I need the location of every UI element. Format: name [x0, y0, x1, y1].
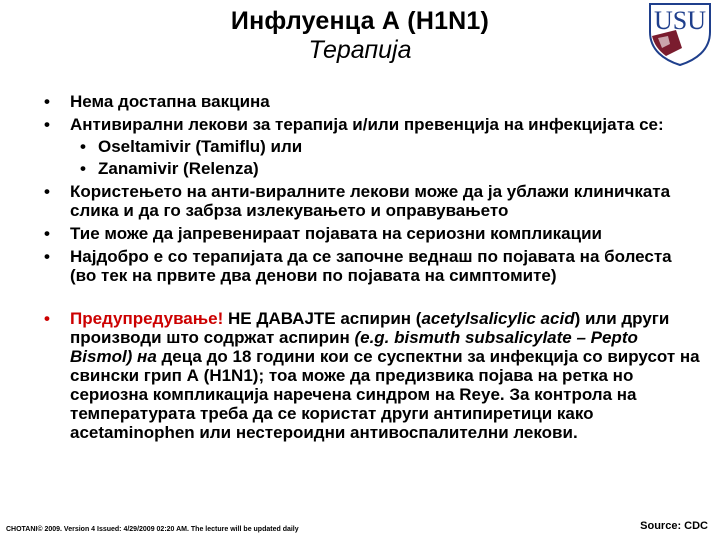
warning-text: деца до 18 години кои се суспектни за инфекција со вирусот на свински грип А (H1N1); тоа може да предизвика појава на ретка но сериозна компликација наречена синдром на Reye. За контрола на температурата треба да се користат други антипиретици како acetaminophen или нестероидни антивоспалителни лекови.: [70, 347, 700, 442]
bullet-item: • Тие може да јапревенираат појавата на сериозни компликации: [40, 224, 700, 243]
bullet-list: [40, 92, 700, 442]
bullet-text: Антивирални лекови за терапија и/или превенција на инфекцијата се:: [70, 115, 664, 134]
sub-bullet-item: • Oseltamivir (Tamiflu) или: [78, 137, 700, 156]
warning-text: НЕ ДАВАЈТЕ аспирин (: [223, 309, 422, 328]
footer-copyright: CHOTANI© 2009. Version 4 Issued: 4/29/2009 02:20 AM. The lecture will be updated daily: [6, 526, 299, 533]
logo-letters: USU: [653, 6, 707, 35]
shield-logo-icon: [646, 2, 714, 66]
sub-bullet-item: • Zanamivir (Relenza): [78, 159, 700, 178]
slide-subtitle: Терапија: [308, 36, 412, 64]
sub-bullet-list: [70, 137, 700, 178]
slide-title: Инфлуенца А (H1N1): [230, 7, 490, 35]
warning-acid: acetylsalicylic acid: [421, 309, 575, 328]
bullet-item: • Користењето на анти-виралните лекови може да ја ублажи клиничката слика и да го забрза излекувањето и оправувањето: [40, 182, 700, 220]
bullet-item: • Нема достапна вакцина: [40, 92, 700, 111]
warning-example: (e.g. bismuth subsalicylate – Pepto Bismol) на: [70, 328, 638, 366]
title-block: [0, 6, 720, 64]
bullet-item: • Најдобро е со терапијата да се започне веднаш по појавата на болеста (во тек на првите два денови по појавата на симптомите): [40, 247, 700, 285]
warning-label: Предупредување!: [70, 309, 224, 328]
warning-text: ) или други производи што содржат аспирин: [70, 309, 670, 347]
footer-source: Source: CDC: [640, 520, 708, 532]
warning-item: [40, 309, 700, 442]
bullet-item: [40, 115, 700, 178]
slide-content: [40, 92, 700, 446]
